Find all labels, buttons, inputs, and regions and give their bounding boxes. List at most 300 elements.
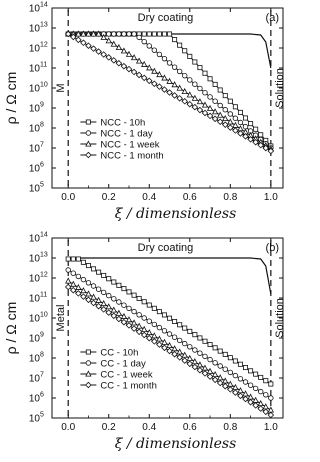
data-point (117, 32, 122, 37)
data-point (157, 336, 162, 341)
y-tick-label: 10 (28, 183, 40, 195)
x-tick-label: 0.4 (142, 422, 157, 433)
data-point (172, 93, 177, 98)
data-point (66, 257, 70, 261)
y-tick-label: 10 (28, 63, 40, 75)
data-point (101, 52, 106, 57)
data-point (127, 306, 132, 311)
data-point (152, 339, 157, 344)
data-point (208, 357, 213, 362)
data-point (182, 341, 187, 346)
data-point (66, 284, 71, 289)
x-tick-label: 0.6 (182, 422, 197, 433)
data-point (187, 78, 192, 83)
data-point (238, 126, 243, 131)
data-point (141, 332, 146, 337)
chart-panel-2 (3, 232, 286, 453)
y-tick-label-exponent: 9 (40, 101, 44, 109)
data-point (258, 406, 263, 411)
data-point (208, 77, 212, 81)
data-point (238, 131, 243, 136)
data-point (142, 316, 147, 321)
data-point (202, 102, 207, 107)
data-point (112, 280, 116, 284)
series-4 (66, 31, 274, 153)
x-tick-label: 0.8 (223, 192, 238, 203)
data-point (233, 359, 237, 363)
data-point (121, 320, 126, 325)
data-point (152, 69, 157, 74)
y-axis-title: ρ / Ω cm (3, 301, 19, 355)
data-point (212, 116, 217, 121)
data-point (162, 345, 167, 350)
data-point (162, 340, 167, 345)
data-point (183, 326, 187, 330)
data-point (208, 106, 213, 111)
data-point (147, 78, 152, 83)
data-point (96, 287, 101, 292)
data-point (253, 386, 258, 391)
legend-label: CC - 1 day (100, 358, 146, 370)
data-point (147, 303, 151, 307)
annotation-metal: M (55, 83, 68, 93)
data-point (198, 66, 202, 70)
y-tick-label-exponent: 8 (40, 351, 44, 359)
data-point (152, 322, 157, 327)
data-point (212, 377, 217, 382)
data-point (167, 343, 172, 348)
data-point (141, 75, 146, 80)
data-point (182, 73, 187, 78)
data-point (192, 96, 197, 101)
data-point (137, 323, 142, 328)
data-point (213, 372, 218, 377)
data-point (177, 96, 182, 101)
x-tick-label: 0.6 (182, 192, 197, 203)
data-point (127, 290, 131, 294)
data-point (203, 71, 207, 75)
data-point (178, 323, 182, 327)
data-point (157, 52, 162, 57)
data-point (233, 373, 238, 378)
x-tick-label: 0.4 (142, 192, 157, 203)
y-tick-label: 10 (28, 253, 40, 265)
data-point (192, 104, 197, 109)
y-tick-label-exponent: 12 (40, 271, 48, 279)
data-point (238, 110, 242, 114)
data-point (213, 109, 218, 114)
chart-panel-1 (3, 2, 286, 223)
x-tick-label: 1.0 (263, 422, 278, 433)
data-point (198, 351, 203, 356)
data-point (122, 303, 127, 308)
data-point (76, 291, 81, 296)
data-point (142, 62, 147, 67)
data-point (71, 288, 76, 293)
x-tick-label: 0.8 (223, 422, 238, 433)
data-point (177, 355, 182, 360)
data-point (86, 263, 90, 267)
y-tick-label-exponent: 12 (40, 41, 48, 49)
data-point (172, 65, 177, 70)
legend-marker (86, 152, 91, 157)
data-point (152, 48, 157, 53)
data-point (187, 102, 192, 107)
data-point (152, 32, 156, 36)
data-point (167, 316, 171, 320)
data-point (187, 361, 192, 366)
data-point (218, 112, 223, 117)
data-point (157, 310, 161, 314)
data-point (117, 283, 121, 287)
data-point (147, 65, 152, 70)
data-point (106, 32, 111, 37)
data-point (167, 90, 172, 95)
data-point (167, 332, 172, 337)
data-point (136, 329, 141, 334)
x-axis-title: ξ / dimensionless (114, 436, 237, 452)
data-point (228, 382, 233, 387)
data-point (188, 54, 192, 58)
legend-label: CC - 10h (100, 347, 139, 359)
data-point (233, 105, 237, 109)
panel-label: (a) (265, 12, 279, 24)
y-tick-label-exponent: 5 (40, 181, 44, 189)
series-3 (66, 278, 274, 412)
data-point (223, 116, 228, 121)
y-tick-label: 10 (28, 333, 40, 345)
data-point (187, 345, 192, 350)
data-point (137, 296, 141, 300)
data-point (263, 409, 268, 414)
data-point (66, 278, 71, 283)
y-tick-label: 10 (28, 123, 40, 135)
data-point (142, 32, 146, 36)
data-point (183, 49, 187, 53)
y-tick-label: 10 (28, 163, 40, 175)
data-point (91, 284, 96, 289)
data-point (223, 367, 228, 372)
data-point (116, 316, 121, 321)
data-point (258, 401, 263, 406)
data-point (238, 393, 243, 398)
legend-label: NCC - 1 week (100, 139, 160, 151)
data-point (111, 41, 116, 46)
data-point (76, 37, 81, 42)
data-point (101, 290, 106, 295)
data-point (126, 66, 131, 71)
legend-marker (86, 382, 91, 387)
legend (80, 348, 157, 392)
data-point (157, 32, 161, 36)
data-point (172, 346, 177, 351)
data-point (197, 107, 202, 112)
data-point (208, 342, 212, 346)
data-point (101, 307, 106, 312)
data-point (167, 61, 172, 66)
data-point (162, 329, 167, 334)
y-tick-label: 10 (28, 393, 40, 405)
legend-marker (86, 120, 90, 124)
data-point (127, 317, 132, 322)
data-point (264, 379, 268, 383)
y-tick-label-exponent: 6 (40, 161, 44, 169)
data-point (137, 313, 142, 318)
data-point (106, 38, 111, 43)
data-point (238, 120, 243, 125)
data-point (126, 323, 131, 328)
data-point (71, 271, 76, 276)
data-point (86, 281, 91, 286)
data-point (107, 277, 111, 281)
data-point (91, 300, 96, 305)
y-tick-label: 10 (28, 83, 40, 95)
data-point (259, 375, 263, 379)
data-point (167, 348, 172, 353)
data-point (233, 385, 238, 390)
data-point (248, 394, 253, 399)
data-point (223, 384, 228, 389)
data-point (76, 285, 81, 290)
data-point (81, 288, 86, 293)
data-point (137, 58, 142, 63)
x-tick-label: 0.0 (61, 422, 76, 433)
data-point (167, 79, 172, 84)
data-point (243, 380, 248, 385)
data-point (182, 89, 187, 94)
data-point (172, 335, 177, 340)
data-point (147, 319, 152, 324)
data-point (182, 352, 187, 357)
data-point (243, 124, 248, 129)
data-point (193, 60, 197, 64)
data-point (259, 133, 263, 137)
data-point (228, 387, 233, 392)
data-point (116, 45, 121, 50)
data-point (233, 128, 238, 133)
data-point (121, 63, 126, 68)
data-point (192, 364, 197, 369)
data-point (177, 85, 182, 90)
data-point (269, 382, 273, 386)
data-point (131, 326, 136, 331)
data-point (132, 320, 137, 325)
data-point (76, 274, 81, 279)
data-point (187, 356, 192, 361)
y-tick-label: 10 (28, 143, 40, 155)
data-point (121, 314, 126, 319)
y-tick-label-exponent: 9 (40, 331, 44, 339)
y-tick-label-exponent: 13 (40, 251, 48, 259)
data-point (193, 348, 198, 353)
data-point (208, 369, 213, 374)
data-point (147, 336, 152, 341)
data-point (106, 293, 111, 298)
series-4 (66, 284, 274, 417)
y-tick-label: 10 (28, 103, 40, 115)
data-point (254, 372, 258, 376)
data-point (238, 388, 243, 393)
data-point (233, 116, 238, 121)
x-tick-label: 0.2 (101, 192, 116, 203)
data-point (198, 336, 202, 340)
data-point (96, 49, 101, 54)
data-point (111, 307, 116, 312)
data-point (157, 84, 162, 89)
data-point (96, 298, 101, 303)
data-point (111, 58, 116, 63)
data-point (253, 403, 258, 408)
data-point (202, 371, 207, 376)
data-point (97, 270, 101, 274)
data-point (86, 297, 91, 302)
data-point (223, 94, 227, 98)
data-point (147, 44, 152, 49)
x-axis-title: ξ / dimensionless (114, 206, 237, 222)
y-tick-label-exponent: 11 (40, 291, 48, 299)
data-point (193, 333, 197, 337)
data-point (218, 349, 222, 353)
data-point (162, 87, 167, 92)
y-tick-label-exponent: 13 (40, 21, 48, 29)
data-point (182, 358, 187, 363)
legend-label: CC - 1 month (100, 380, 157, 392)
data-point (213, 346, 217, 350)
x-tick-label: 1.0 (263, 192, 278, 203)
data-point (202, 110, 207, 115)
data-point (112, 297, 117, 302)
y-tick-label: 10 (28, 273, 40, 285)
data-point (157, 72, 162, 77)
data-point (137, 35, 142, 40)
data-point (132, 55, 137, 60)
data-point (248, 383, 253, 388)
data-point (131, 69, 136, 74)
legend-marker (86, 361, 91, 366)
data-point (187, 92, 192, 97)
data-point (178, 43, 182, 47)
x-tick-label: 0.2 (101, 422, 116, 433)
data-point (193, 82, 198, 87)
data-point (269, 396, 274, 401)
data-point (117, 300, 122, 305)
data-point (207, 374, 212, 379)
annotation-dry-coating: Dry coating (137, 242, 194, 254)
data-point (172, 352, 177, 357)
data-point (81, 40, 86, 45)
data-point (172, 82, 177, 87)
data-point (132, 293, 136, 297)
data-point (253, 398, 258, 403)
data-point (121, 48, 126, 53)
data-point (86, 291, 91, 296)
data-point (152, 81, 157, 86)
data-point (223, 378, 228, 383)
data-point (218, 88, 222, 92)
series-1 (66, 257, 273, 386)
annotation-solution: Solution (273, 68, 286, 108)
data-point (218, 364, 223, 369)
legend-label: NCC - 10h (100, 117, 146, 129)
data-point (127, 32, 132, 37)
data-point (197, 368, 202, 373)
data-point (217, 119, 222, 124)
data-point (197, 362, 202, 367)
data-point (71, 257, 75, 261)
data-point (263, 404, 268, 409)
data-point (213, 82, 217, 86)
data-point (147, 32, 151, 36)
legend-label: CC - 1 week (100, 369, 153, 381)
data-point (228, 112, 233, 117)
data-point (96, 304, 101, 309)
data-point (192, 359, 197, 364)
data-point (106, 55, 111, 60)
data-point (218, 103, 223, 108)
legend-label: NCC - 1 month (100, 150, 164, 162)
data-point (106, 304, 111, 309)
y-tick-label: 10 (28, 413, 40, 425)
y-tick-label: 10 (28, 313, 40, 325)
data-point (233, 123, 238, 128)
data-point (203, 90, 208, 95)
data-point (182, 99, 187, 104)
data-point (71, 282, 76, 287)
data-point (203, 354, 208, 359)
data-point (66, 268, 71, 273)
data-point (268, 412, 273, 417)
data-point (112, 32, 117, 37)
y-tick-label-exponent: 7 (40, 141, 44, 149)
data-point (228, 356, 232, 360)
y-tick-label-exponent: 6 (40, 391, 44, 399)
data-point (162, 313, 166, 317)
y-tick-label-exponent: 8 (40, 121, 44, 129)
data-point (203, 339, 207, 343)
data-point (248, 122, 252, 126)
data-point (81, 260, 85, 264)
data-point (172, 319, 176, 323)
data-point (263, 393, 268, 398)
data-point (243, 365, 247, 369)
data-point (243, 391, 248, 396)
data-point (198, 86, 203, 91)
data-point (177, 69, 182, 74)
y-tick-label: 10 (28, 43, 40, 55)
y-tick-label-exponent: 7 (40, 371, 44, 379)
annotation-metal: Metal (55, 304, 68, 332)
data-point (101, 301, 106, 306)
data-point (243, 116, 247, 120)
data-point (162, 32, 166, 36)
data-point (157, 342, 162, 347)
data-point (248, 369, 252, 373)
y-tick-label-exponent: 5 (40, 411, 44, 419)
data-point (258, 389, 263, 394)
y-tick-label-exponent: 10 (40, 81, 48, 89)
y-tick-label-exponent: 10 (40, 311, 48, 319)
legend-marker (86, 350, 90, 354)
data-point (122, 287, 126, 291)
panel-label: (b) (265, 242, 279, 254)
data-point (76, 257, 80, 261)
y-tick-label-exponent: 14 (40, 1, 48, 9)
data-point (223, 352, 227, 356)
data-point (86, 43, 91, 48)
x-tick-label: 0.0 (61, 192, 76, 203)
data-point (102, 273, 106, 277)
annotation-solution: Solution (273, 298, 286, 338)
